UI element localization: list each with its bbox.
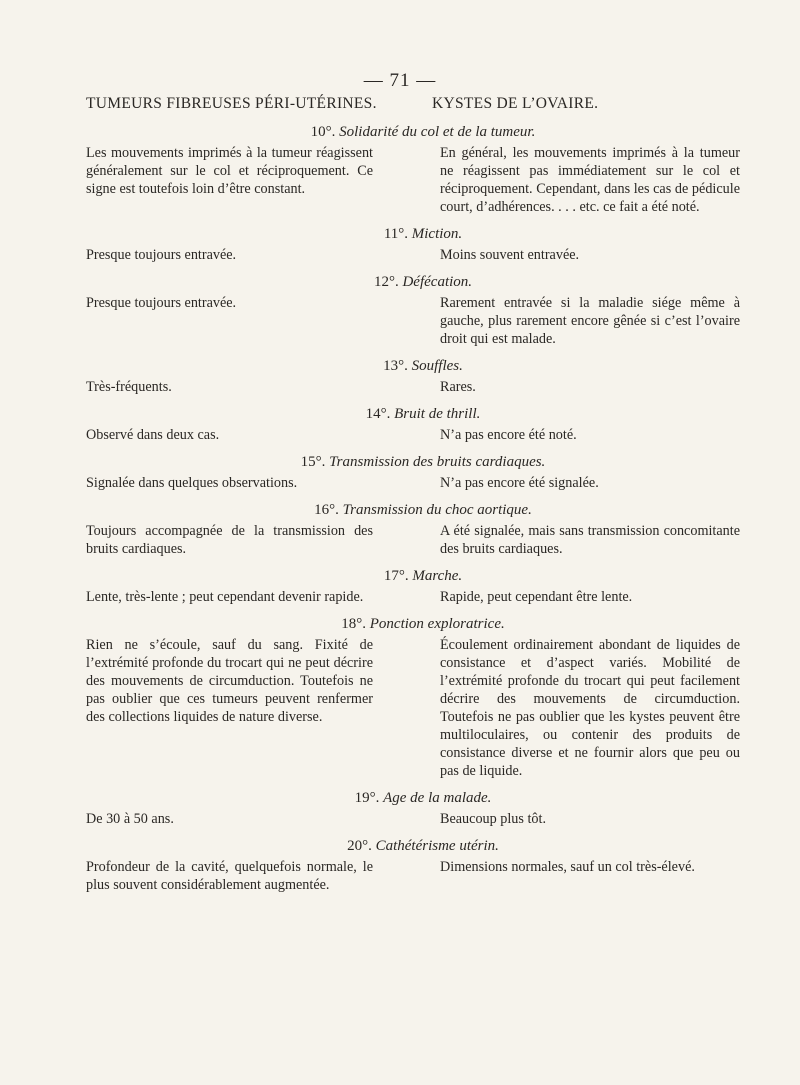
item-title: [86, 836, 740, 856]
item-number: 18°.: [341, 616, 367, 632]
ovarian-text: En général, les mouvements imprimés à la tumeur ne réagissent pas immédiatement sur le col et réciproquement. Cependant, dans les cas de pédicule court, d’adhérences. . . . etc. ce fait a été noté.: [440, 145, 740, 215]
item-label: Age de la malade.: [383, 790, 492, 806]
item-title: [86, 224, 740, 244]
item-number: 15°.: [300, 454, 326, 470]
item-label: Défécation.: [402, 274, 473, 290]
ovarian-text: Beaucoup plus tôt.: [440, 811, 546, 827]
fibroid-text: Lente, très-lente ; peut cependant devenir rapide.: [86, 589, 364, 605]
item-label: Miction.: [411, 226, 463, 242]
item-label: Ponction exploratrice.: [369, 616, 505, 632]
fibroid-text: Presque toujours entravée.: [86, 247, 237, 263]
ovarian-text: Rapide, peut cependant être lente.: [440, 589, 633, 605]
item-title: [86, 566, 740, 586]
ovarian-text: A été signalée, mais sans transmission concomitante des bruits cardiaques.: [440, 523, 740, 557]
item-number: 11°.: [383, 226, 409, 242]
item-18: [86, 614, 740, 780]
item-11: [86, 224, 740, 264]
fibroid-text: Profondeur de la cavité, quelquefois normale, le plus souvent considérablement augmentée.: [86, 859, 373, 893]
header-left: TUMEURS FIBREUSES PÉRI-UTÉRINES.: [86, 95, 377, 112]
item-20: [86, 836, 740, 894]
fibroid-text: Rien ne s’écoule, sauf du sang. Fixité de l’extrémité profonde du trocart qui ne peut décrire des mouvements de circumduction. Toutefois ne pas oublier que ces tumeurs peuvent renfermer des collections liquides de nature diverse.: [86, 637, 373, 725]
ovarian-text: N’a pas encore été noté.: [440, 427, 577, 443]
item-19: [86, 788, 740, 828]
item-title: [86, 404, 740, 424]
ovarian-text: Rarement entravée si la maladie siége même à gauche, plus rarement encore gênée si c’est l’ovaire droit qui est malade.: [440, 295, 740, 347]
item-number: 20°.: [347, 838, 372, 854]
page-number: — 71 —: [363, 70, 437, 91]
item-title: [86, 614, 740, 634]
ovarian-text: Écoulement ordinairement abondant de liquides de consistance et d’aspect variés. Mobilité de l’extrémité profonde du trocart qui peut facilement décrire des mouvements de circumduction. Toutefois ne pas oublier que les kystes peuvent être multiloculaires, ou contenir des produits de consistance diverse et ne fournir alors que peu ou pas de liquide.: [440, 637, 740, 779]
fibroid-text: Observé dans deux cas.: [86, 427, 220, 443]
item-label: Souffles.: [411, 358, 463, 374]
fibroid-text: Signalée dans quelques observations.: [86, 475, 298, 491]
fibroid-text: Presque toujours entravée.: [86, 295, 237, 311]
item-14: [86, 404, 740, 444]
item-label: Marche.: [412, 568, 463, 584]
fibroid-text: Très-fréquents.: [86, 379, 172, 395]
fibroid-text: Toujours accompagnée de la transmission des bruits cardiaques.: [86, 523, 373, 557]
comparison-table: [86, 122, 740, 902]
item-title: [86, 272, 740, 292]
item-title: [86, 356, 740, 376]
item-number: 17°.: [383, 568, 409, 584]
ovarian-text: N’a pas encore été signalée.: [440, 475, 599, 491]
header-right: KYSTES DE L’OVAIRE.: [432, 95, 599, 112]
item-title: [86, 500, 740, 520]
item-15: [86, 452, 740, 492]
item-title: [86, 788, 740, 808]
item-number: 13°.: [383, 358, 408, 374]
ovarian-text: Moins souvent entravée.: [440, 247, 580, 263]
item-number: 16°.: [314, 502, 339, 518]
item-title: [86, 122, 740, 142]
item-label: Cathétérisme utérin.: [375, 838, 499, 854]
item-number: 12°.: [373, 274, 399, 290]
item-16: [86, 500, 740, 558]
item-label: Solidarité du col et de la tumeur.: [339, 124, 536, 140]
item-title: [86, 452, 740, 472]
fibroid-text: Les mouvements imprimés à la tumeur réagissent généralement sur le col et réciproquement. Ce signe est toutefois loin d’être constant.: [86, 145, 373, 197]
item-number: 19°.: [354, 790, 380, 806]
ovarian-text: Dimensions normales, sauf un col très-élevé.: [440, 859, 695, 875]
fibroid-text: De 30 à 50 ans.: [86, 811, 174, 827]
item-label: Bruit de thrill.: [394, 406, 481, 422]
item-10: [86, 122, 740, 216]
item-number: 14°.: [365, 406, 391, 422]
item-17: [86, 566, 740, 606]
ovarian-text: Rares.: [440, 379, 476, 395]
item-12: [86, 272, 740, 348]
item-number: 10°.: [310, 124, 336, 140]
item-label: Transmission du choc aortique.: [342, 502, 532, 518]
item-13: [86, 356, 740, 396]
item-label: Transmission des bruits cardiaques.: [329, 454, 546, 470]
